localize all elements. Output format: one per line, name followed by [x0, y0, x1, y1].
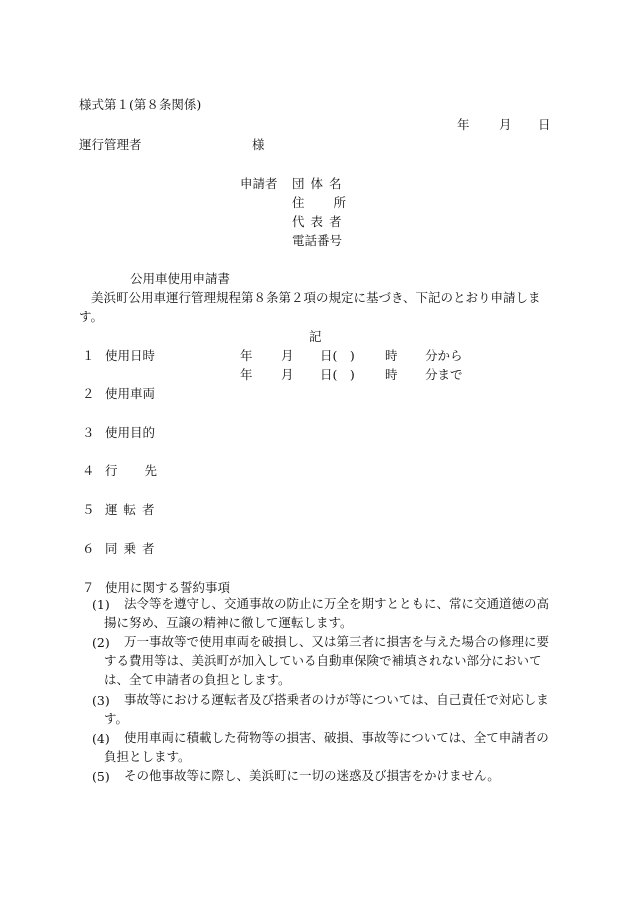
datetime-from-year: 年	[240, 348, 253, 363]
pledge-2-number: (2)	[92, 635, 110, 650]
date-day-label: 日	[538, 117, 551, 132]
addressee-honorific: 様	[252, 137, 265, 152]
item-2-number: ２	[82, 386, 95, 401]
datetime-from-day: 日( )	[320, 348, 355, 363]
pledge-1-text: 法令等を遵守し、交通事故の防止に万全を期すとともに、常に交通道徳の高揚に努め、互譲の精神に徹して運転します。	[104, 596, 550, 630]
pledge-2-text: 万一事故等で使用車両を破損し、又は第三者に損害を与えた場合の修理に要する費用等は、美浜町が加入している自動車保険で補填されない部分においては、全て申請者の負担とします。	[104, 634, 550, 687]
item-6-label: 同乗者	[105, 541, 161, 556]
document-title: 公用車使用申請書	[130, 271, 231, 286]
datetime-to-hour: 時	[385, 367, 398, 382]
applicant-phone: 電話番号	[292, 233, 343, 248]
pledge-5-text: その他事故等に際し、美浜町に一切の迷惑及び損害をかけません。	[124, 768, 500, 783]
item-2-label: 使用車両	[105, 386, 156, 401]
form-number: 様式第１(第８条関係)	[79, 97, 202, 112]
datetime-from-minute: 分から	[425, 348, 463, 363]
item-4-number: ４	[82, 463, 95, 478]
date-month-label: 月	[499, 117, 512, 132]
pledge-1-number: (1)	[92, 597, 110, 612]
pledge-4-number: (4)	[92, 731, 110, 746]
pledge-4-text: 使用車両に積載した荷物等の損害、破損、事故等については、全て申請者の負担とします。	[104, 730, 549, 764]
applicant-representative: 代表者	[292, 214, 348, 229]
datetime-from-month: 月	[281, 348, 294, 363]
item-7-label: 使用に関する誓約事項	[105, 580, 231, 595]
item-4-label: 行先	[105, 463, 157, 478]
item-7-number: ７	[82, 580, 95, 595]
item-1-label: 使用日時	[105, 348, 156, 363]
item-5-label: 運転者	[105, 502, 161, 517]
item-3-label: 使用目的	[105, 425, 156, 440]
applicant-label: 申請者	[240, 176, 278, 191]
item-1-number: １	[82, 348, 95, 363]
item-6-number: ６	[82, 541, 95, 556]
datetime-from-hour: 時	[385, 348, 398, 363]
pledge-3-number: (3)	[92, 693, 110, 708]
pledge-3-text: 事故等における運転者及び搭乗者のけが等については、自己責任で対応します。	[104, 692, 549, 726]
intro-paragraph: 美浜町公用車運行管理規程第８条第２項の規定に基づき、下記のとおり申請します。	[79, 290, 541, 324]
date-year-label: 年	[457, 117, 470, 132]
item-3-number: ３	[82, 425, 95, 440]
pledge-5-number: (5)	[92, 769, 110, 784]
ki-label: 記	[309, 329, 322, 344]
item-5-number: ５	[82, 502, 95, 517]
applicant-org-name: 団体名	[292, 176, 348, 191]
applicant-address: 住所	[292, 195, 346, 210]
datetime-to-year: 年	[240, 367, 253, 382]
datetime-to-day: 日( )	[320, 367, 355, 382]
datetime-to-month: 月	[281, 367, 294, 382]
addressee-title: 運行管理者	[79, 137, 142, 152]
datetime-to-minute: 分まで	[425, 367, 463, 382]
